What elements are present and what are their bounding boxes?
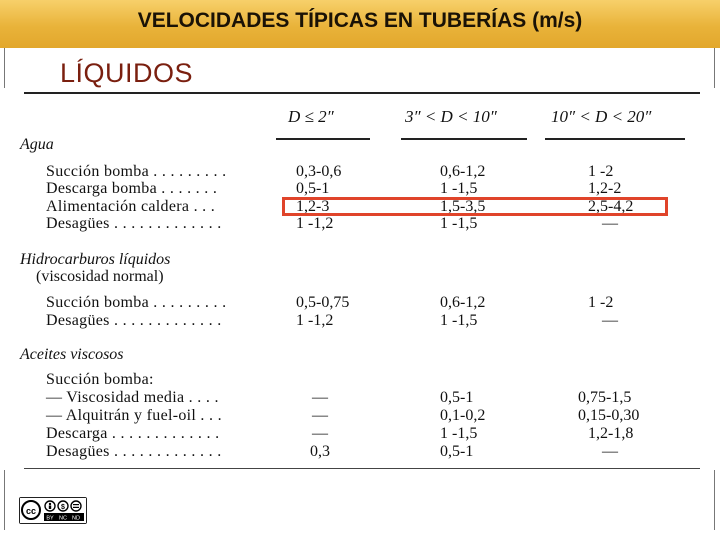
table-cell: —	[312, 389, 328, 406]
column-header-large: 10″ < D < 20″	[551, 107, 652, 126]
column-header-rule	[545, 138, 685, 140]
right-border-line-bottom	[714, 470, 715, 530]
table-cell: 1 -1,5	[440, 425, 478, 442]
table-cell: 0,6-1,2	[440, 294, 486, 311]
table-cell: 0,1-0,2	[440, 407, 486, 424]
cc-nd-label: ND	[72, 515, 80, 522]
svg-text:cc: cc	[25, 506, 37, 516]
bottom-rule	[24, 468, 700, 469]
row-label: Alimentación caldera . . .	[46, 198, 216, 215]
page-title: VELOCIDADES TÍPICAS EN TUBERÍAS (m/s)	[137, 9, 583, 32]
table-cell: 0,5-1	[296, 180, 330, 197]
table-cell: 1,2-3	[296, 198, 330, 215]
column-header-rule	[401, 138, 527, 140]
svg-text:$: $	[61, 504, 65, 511]
group-title-aceites: Aceites viscosos	[20, 346, 124, 363]
row-label: — Viscosidad media . . . .	[46, 389, 219, 406]
column-header-small: D ≤ 2″	[288, 107, 334, 126]
table-cell: 0,5-1	[440, 389, 474, 406]
table-cell: 1 -1,2	[296, 312, 334, 329]
section-heading: LÍQUIDOS	[60, 58, 194, 88]
table-cell: —	[312, 425, 328, 442]
highlight-box	[282, 197, 668, 216]
table-cell: 0,3-0,6	[296, 163, 342, 180]
row-label: Desagües . . . . . . . . . . . . .	[46, 312, 222, 329]
heading-rule	[24, 92, 700, 94]
table-cell: —	[602, 312, 618, 329]
table-cell: 1 -1,5	[440, 180, 478, 197]
row-label: Desagües . . . . . . . . . . . . .	[46, 215, 222, 232]
column-header-medium: 3″ < D < 10″	[405, 107, 497, 126]
table-cell: —	[602, 443, 618, 460]
table-cell: 1 -1,5	[440, 215, 478, 232]
group-subtitle: (viscosidad normal)	[36, 268, 164, 285]
table-cell: 0,15-0,30	[578, 407, 640, 424]
column-header-rule	[276, 138, 370, 140]
right-border-line	[714, 48, 715, 88]
table-cell: 0,75-1,5	[578, 389, 632, 406]
row-label: Descarga bomba . . . . . . .	[46, 180, 218, 197]
row-label: Desagües . . . . . . . . . . . . .	[46, 443, 222, 460]
table-cell: 1 -1,2	[296, 215, 334, 232]
row-label: Succión bomba . . . . . . . . .	[46, 294, 227, 311]
cc-nc-label: NC	[59, 515, 67, 522]
left-border-line	[4, 48, 5, 88]
table-cell: 1,2-1,8	[588, 425, 634, 442]
table-cell: 1,2-2	[588, 180, 622, 197]
table-cell: 0,5-1	[440, 443, 474, 460]
table-cell: 2,5-4,2	[588, 198, 634, 215]
group-title-agua: Agua	[20, 136, 54, 153]
row-label: — Alquitrán y fuel-oil . . .	[46, 407, 222, 424]
row-label: Succión bomba:	[46, 371, 154, 388]
table-cell: 0,6-1,2	[440, 163, 486, 180]
table-cell: 0,3	[310, 443, 330, 460]
cc-license-icon[interactable]	[19, 497, 87, 524]
table-cell: 1 -2	[588, 294, 614, 311]
table-cell: —	[602, 215, 618, 232]
table-cell: 1 -1,5	[440, 312, 478, 329]
table-cell: —	[312, 407, 328, 424]
left-border-line-bottom	[4, 470, 5, 530]
table-cell: 1 -2	[588, 163, 614, 180]
table-cell: 0,5-0,75	[296, 294, 350, 311]
table-cell: 1,5-3,5	[440, 198, 486, 215]
row-label: Succión bomba . . . . . . . . .	[46, 163, 227, 180]
group-title-hidrocarburos: Hidrocarburos líquidos	[20, 251, 171, 268]
title-bar	[0, 0, 720, 48]
cc-by-label: BY	[46, 515, 54, 522]
row-label: Descarga . . . . . . . . . . . . .	[46, 425, 220, 442]
